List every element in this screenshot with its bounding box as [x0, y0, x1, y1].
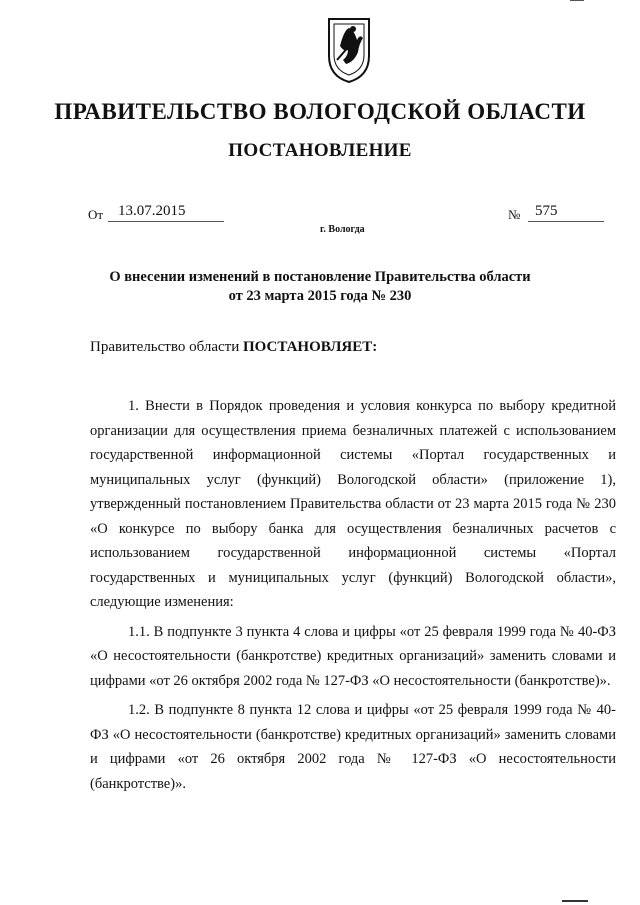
document-date: 13.07.2015 — [118, 203, 186, 219]
document-type: ПОСТАНОВЛЕНИЕ — [228, 140, 412, 161]
paragraph-1-1: 1.1. В подпункте 3 пункта 4 слова и цифры «от 25 февраля 1999 года № 40-ФЗ «О несостоятельности (банкротстве) кредитных организаций» заменить словами и цифрами «от 26 октября 2002 года № 127-ФЗ «О несостоятельности (банкротстве)». — [90, 623, 616, 689]
paragraph-1-2: 1.2. В подпункте 8 пункта 12 слова и цифры «от 25 февраля 1999 года № 40-ФЗ «О несостоятельности (банкротстве) кредитных организаций» заменить словами и цифрами «от 26 октября 2002 года № 127-ФЗ «О несостоятельности (банкротстве)». — [90, 702, 616, 792]
document-body — [90, 394, 616, 796]
title-line-2: от 23 марта 2015 года № 230 — [228, 288, 412, 304]
paragraph-1: 1. Внести в Порядок проведения и условия конкурса по выбору кредитной организации для осуществления приема безналичных платежей с использованием государственной информационной системы «Портал государственных и муниципальных услуг (функций) Вологодской области» (приложение 1), утвержденный постановлением Правительства области от 23 марта 2015 года № 230 «О конкурсе по выбору банка для осуществления безналичных расчетов с использованием государственной информационной системы «Портал государственных и муниципальных услуг (функций) Вологодской области», следующие изменения: — [90, 398, 616, 610]
number-underline — [528, 221, 604, 222]
date-underline — [108, 221, 224, 222]
scan-mark-top — [570, 0, 584, 1]
document-number: 575 — [535, 203, 558, 219]
date-prefix: От — [88, 207, 104, 222]
resolution-title — [0, 268, 640, 306]
city-name: г. Вологда — [320, 224, 365, 235]
number-prefix: № — [508, 207, 521, 222]
intro-decree-word: ПОСТАНОВЛЯЕТ: — [242, 339, 378, 355]
coat-of-arms-emblem — [326, 16, 372, 84]
intro-text: Правительство области — [90, 339, 243, 355]
scan-mark-bottom — [562, 900, 588, 902]
intro-line — [90, 339, 377, 356]
title-line-1: О внесении изменений в постановление Правительства области — [109, 269, 531, 285]
organization-name: ПРАВИТЕЛЬСТВО ВОЛОГОДСКОЙ ОБЛАСТИ — [54, 99, 586, 124]
